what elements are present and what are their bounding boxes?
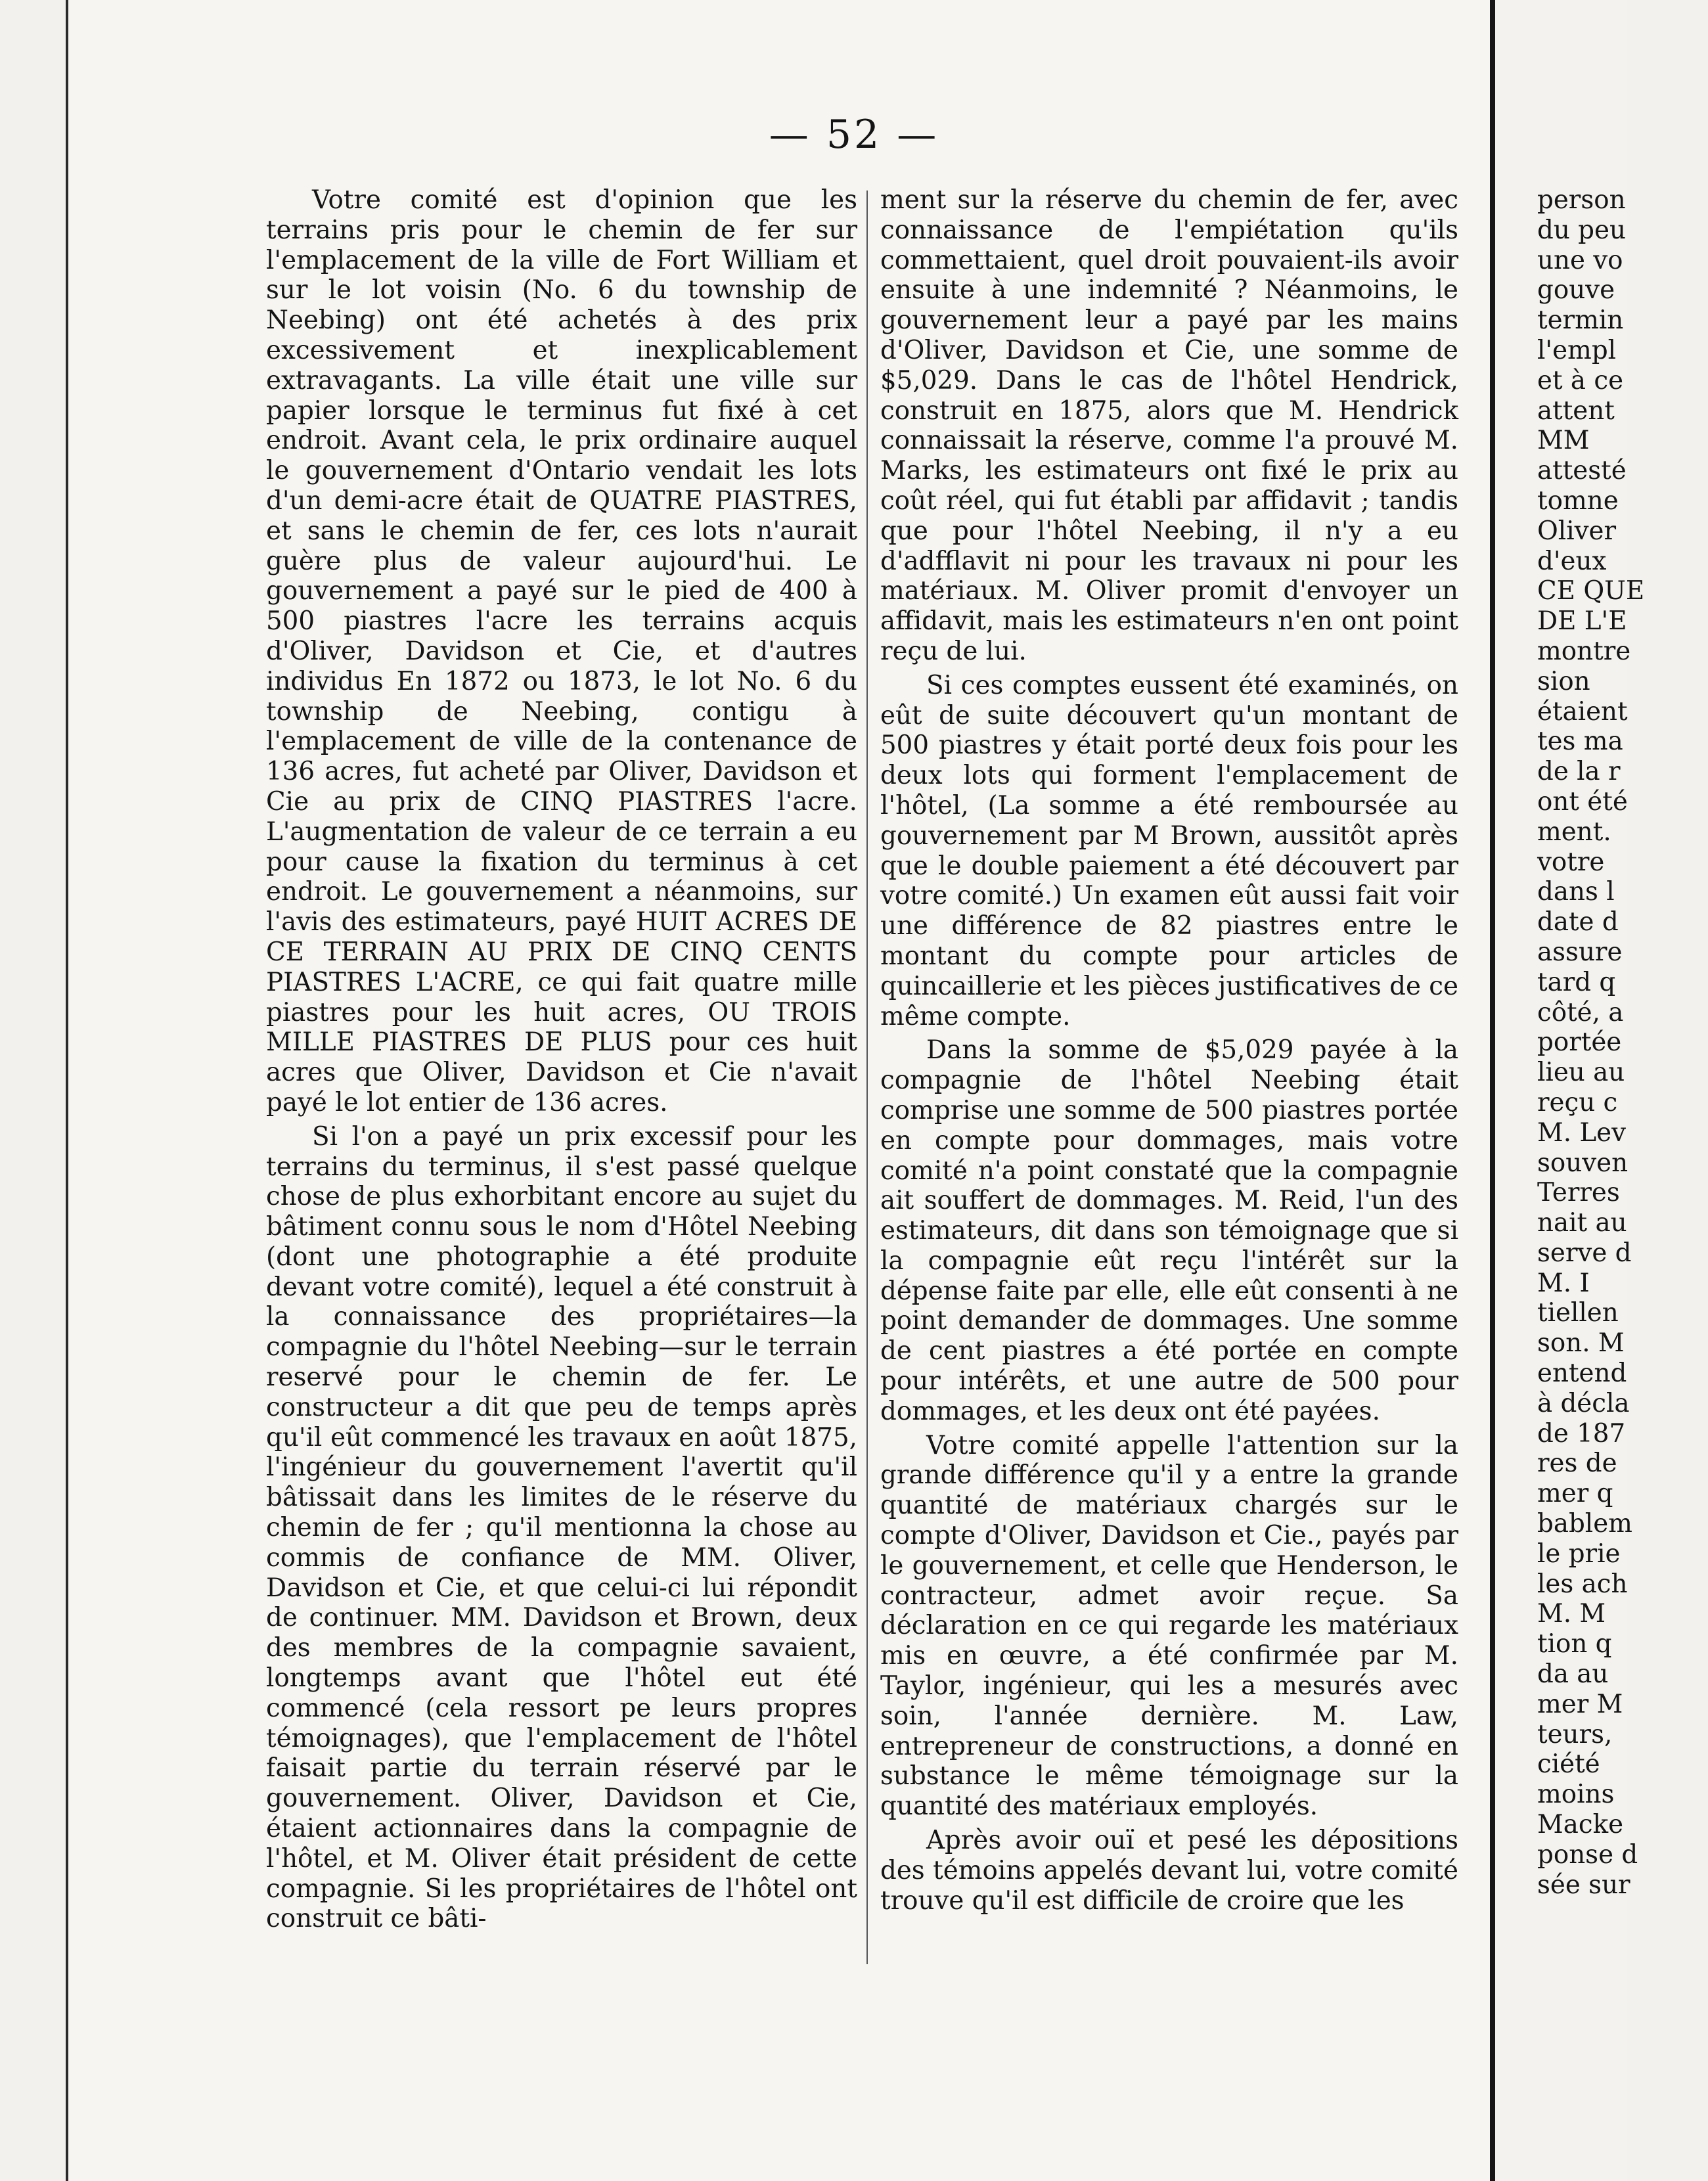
fragment-line: termin bbox=[1537, 305, 1624, 336]
fragment-line: les ach bbox=[1537, 1569, 1628, 1599]
fragment-line: à décla bbox=[1537, 1388, 1630, 1418]
fragment-line: l'empl bbox=[1537, 335, 1617, 365]
paragraph: ment sur la réserve du chemin de fer, avec connaissance de l'empiétation qu'ils commettaient, quel droit pouvaient-ils avoir ensuite à une indemnité ? Néanmoins, le gouvernement leur a payé par les mains d'Oliver, Davidson et Cie, une somme de $5,029. Dans le cas de l'hôtel Hendrick, construit en 1875, alors que M. Hendrick connaissait la réserve, comme l'a prouvé M. Marks, les estimateurs ont fixé le prix au coût réel, qui fut établi par affidavit ; tandis que pour l'hôtel Neebing, il n'y a eu d'adfflavit ni pour les travaux ni pour les matériaux. M. Oliver promit d'envoyer un affidavit, mais les estimateurs n'en ont point reçu de lui. bbox=[880, 185, 1458, 666]
fragment-line: du peu bbox=[1537, 215, 1626, 245]
fragment-line: mer q bbox=[1537, 1479, 1613, 1509]
paragraph: Si l'on a payé un prix excessif pour les terrains du terminus, il s'est passé quelque chose de plus exhorbitant encore au sujet du bâtiment connu sous le nom d'Hôtel Neebing (dont une photographie a été produite devant votre comité), lequel a été construit à la connaissance des propriétaires—la compagnie du l'hôtel Neebing—sur le terrain reservé pour le chemin de fer. Le constructeur a dit que peu de temps après qu'il eût commencé les travaux en août 1875, l'ingénieur du gouvernement l'avertit qu'il bâtissait dans les limites de le réserve du chemin de fer ; qu'il mentionna la chose au commis de confiance de MM. Oliver, Davidson et Cie, et que celui-ci lui répondit de continuer. MM. Davidson et Brown, deux des membres de la compagnie savaient, longtemps avant que l'hôtel eut été commencé (cela ressort pe leurs propres témoignages), que l'emplacement de l'hôtel faisait partie du terrain réservé par le gouvernement. Oliver, Davidson et Cie, étaient actionnaires dans la compagnie de l'hôtel, et M. Oliver était président de cette compagnie. Si les propriétaires de l'hôtel ont construit ce bâti- bbox=[266, 1121, 857, 1934]
fragment-line: son. M bbox=[1537, 1328, 1625, 1359]
fragment-line: person bbox=[1537, 185, 1626, 215]
fragment-line: votre bbox=[1537, 847, 1605, 877]
fragment-line: portée bbox=[1537, 1027, 1622, 1058]
right-column bbox=[880, 185, 1458, 1916]
fragment-line: sée sur bbox=[1537, 1870, 1630, 1900]
paragraph: Votre comité est d'opinion que les terrains pris pour le chemin de fer sur l'emplacement de la ville de Fort William et sur le lot voisin (No. 6 du township de Neebing) ont été achetés à des prix excessivement et inexplicablement extravagants. La ville était une ville sur papier lorsque le terminus fut fixé à cet endroit. Avant cela, le prix ordinaire auquel le gouvernement d'Ontario vendait les lots d'un demi-acre était de QUATRE PIASTRES, et sans le chemin de fer, ces lots n'aurait guère plus de valeur aujourd'hui. Le gouvernement a payé sur le pied de 400 à 500 piastres l'acre les terrains acquis d'Oliver, Davidson et Cie, et d'autres individus En 1872 ou 1873, le lot No. 6 du township de Neebing, contigu à l'emplacement de ville de la contenance de 136 acres, fut acheté par Oliver, Davidson et Cie au prix de CINQ PIASTRES l'acre. L'augmentation de valeur de ce terrain a eu pour cause la fixation du terminus à cet endroit. Le gouvernement a néanmoins, sur l'avis des estimateurs, payé HUIT ACRES DE CE TERRAIN AU PRIX DE CINQ CENTS PIASTRES L'ACRE, ce qui fait quatre mille piastres pour les huit acres, OU TROIS MILLE PIASTRES DE PLUS pour ces huit acres que Oliver, Davidson et Cie n'avait payé le lot entier de 136 acres. bbox=[266, 185, 857, 1117]
fragment-line: tiellen bbox=[1537, 1298, 1619, 1328]
fragment-line: res de bbox=[1537, 1449, 1617, 1479]
fragment-line: ponse d bbox=[1537, 1839, 1638, 1870]
fragment-line: Macke bbox=[1537, 1810, 1624, 1840]
fragment-line: gouve bbox=[1537, 275, 1615, 305]
fragment-line: tes ma bbox=[1537, 727, 1623, 757]
fragment-line: Terres bbox=[1537, 1178, 1620, 1208]
fragment-line: lieu au bbox=[1537, 1058, 1625, 1088]
fragment-line: nait au bbox=[1537, 1208, 1627, 1238]
fragment-line: souven bbox=[1537, 1148, 1629, 1178]
fragment-line: entend bbox=[1537, 1359, 1627, 1389]
fragment-line: da au bbox=[1537, 1659, 1609, 1690]
fragment-line: ont été bbox=[1537, 786, 1628, 817]
fragment-line: M. M bbox=[1537, 1599, 1606, 1629]
fragment-line: de 187 bbox=[1537, 1418, 1626, 1449]
fragment-line: tomne bbox=[1537, 485, 1619, 516]
fragment-line: sion bbox=[1537, 666, 1590, 696]
fragment-line: mer M bbox=[1537, 1689, 1623, 1719]
paragraph: Si ces comptes eussent été examinés, on eût de suite découvert qu'un montant de 500 piastres y était porté deux fois pour les deux lots qui forment l'emplacement de l'hôtel, (La somme a été remboursée au gouvernement par M Brown, aussitôt après que le double paiement a été découvert par votre comité.) Un examen eût aussi fait voir une différence de 82 piastres entre le montant du compte pour articles de quincaillerie et les pièces justificatives de ce même compte. bbox=[880, 670, 1458, 1031]
paragraph: Après avoir ouï et pesé les dépositions des témoins appelés devant lui, votre comité trouve qu'il est difficile de croire que les bbox=[880, 1826, 1458, 1916]
fragment-line: assure bbox=[1537, 937, 1623, 967]
fragment-line: CE QUE bbox=[1537, 576, 1645, 606]
fragment-line: M. Lev bbox=[1537, 1117, 1627, 1148]
fragment-line: d'eux bbox=[1537, 546, 1607, 576]
fragment-line: montre bbox=[1537, 636, 1631, 666]
fragment-line: côté, a bbox=[1537, 997, 1624, 1027]
fragment-line: teurs, bbox=[1537, 1719, 1613, 1749]
fragment-line: le prie bbox=[1537, 1539, 1621, 1569]
fragment-line: attent bbox=[1537, 395, 1615, 426]
left-column bbox=[266, 185, 857, 1934]
page-gutter bbox=[1490, 0, 1495, 2181]
fragment-line: une vo bbox=[1537, 245, 1623, 275]
fragment-line: Oliver bbox=[1537, 516, 1617, 546]
fragment-line: de la r bbox=[1537, 757, 1621, 787]
fragment-line: ment. bbox=[1537, 817, 1611, 847]
fragment-line: bablem bbox=[1537, 1509, 1632, 1539]
fragment-line: tion q bbox=[1537, 1629, 1612, 1659]
fragment-line: MM bbox=[1537, 426, 1590, 456]
fragment-line: date d bbox=[1537, 907, 1619, 937]
fragment-line: reçu c bbox=[1537, 1087, 1618, 1117]
paragraph: Dans la somme de $5,029 payée à la compagnie de l'hôtel Neebing était comprise une somme de 500 piastres portée en compte pour dommages, mais votre comité n'a point constaté que la compagnie ait souffert de dommages. M. Reid, l'un des estimateurs, dit dans son témoignage que si la compagnie eût reçu l'intérêt sur la dépense faite par elle, elle eût consenti à ne point demander de dommages. Une somme de cent piastres a été portée en compte pour intérêts, et une autre de 500 pour dommages, et les deux ont été payées. bbox=[880, 1035, 1458, 1426]
fragment-line: attesté bbox=[1537, 456, 1627, 486]
fragment-line: dans l bbox=[1537, 877, 1615, 907]
fragment-line: ciété bbox=[1537, 1749, 1600, 1780]
fragment-line: moins bbox=[1537, 1780, 1615, 1810]
page-number: — 52 — bbox=[769, 112, 939, 158]
fragment-line: DE L'E bbox=[1537, 606, 1627, 637]
fragment-line: M. I bbox=[1537, 1268, 1590, 1298]
fragment-line: et à ce bbox=[1537, 365, 1624, 395]
fragment-line: serve d bbox=[1537, 1238, 1632, 1268]
fragment-line: étaient bbox=[1537, 696, 1628, 727]
fragment-line: tard q bbox=[1537, 967, 1616, 997]
paragraph: Votre comité appelle l'attention sur la grande différence qu'il y a entre la grande quantité de matériaux chargés sur le compte d'Oliver, Davidson et Cie., payés par le gouvernement, et celle que Henderson, le contracteur, admet avoir reçue. Sa déclaration en ce qui regarde les matériaux mis en œuvre, a été confirmée par M. Taylor, ingénieur, qui les a mesurés avec soin, l'année dernière. M. Law, entrepreneur de constructions, a donné en substance le même témoignage sur la quantité des matériaux employés. bbox=[880, 1430, 1458, 1822]
column-divider bbox=[866, 191, 868, 1964]
adjacent-page-text bbox=[1537, 185, 1708, 1900]
